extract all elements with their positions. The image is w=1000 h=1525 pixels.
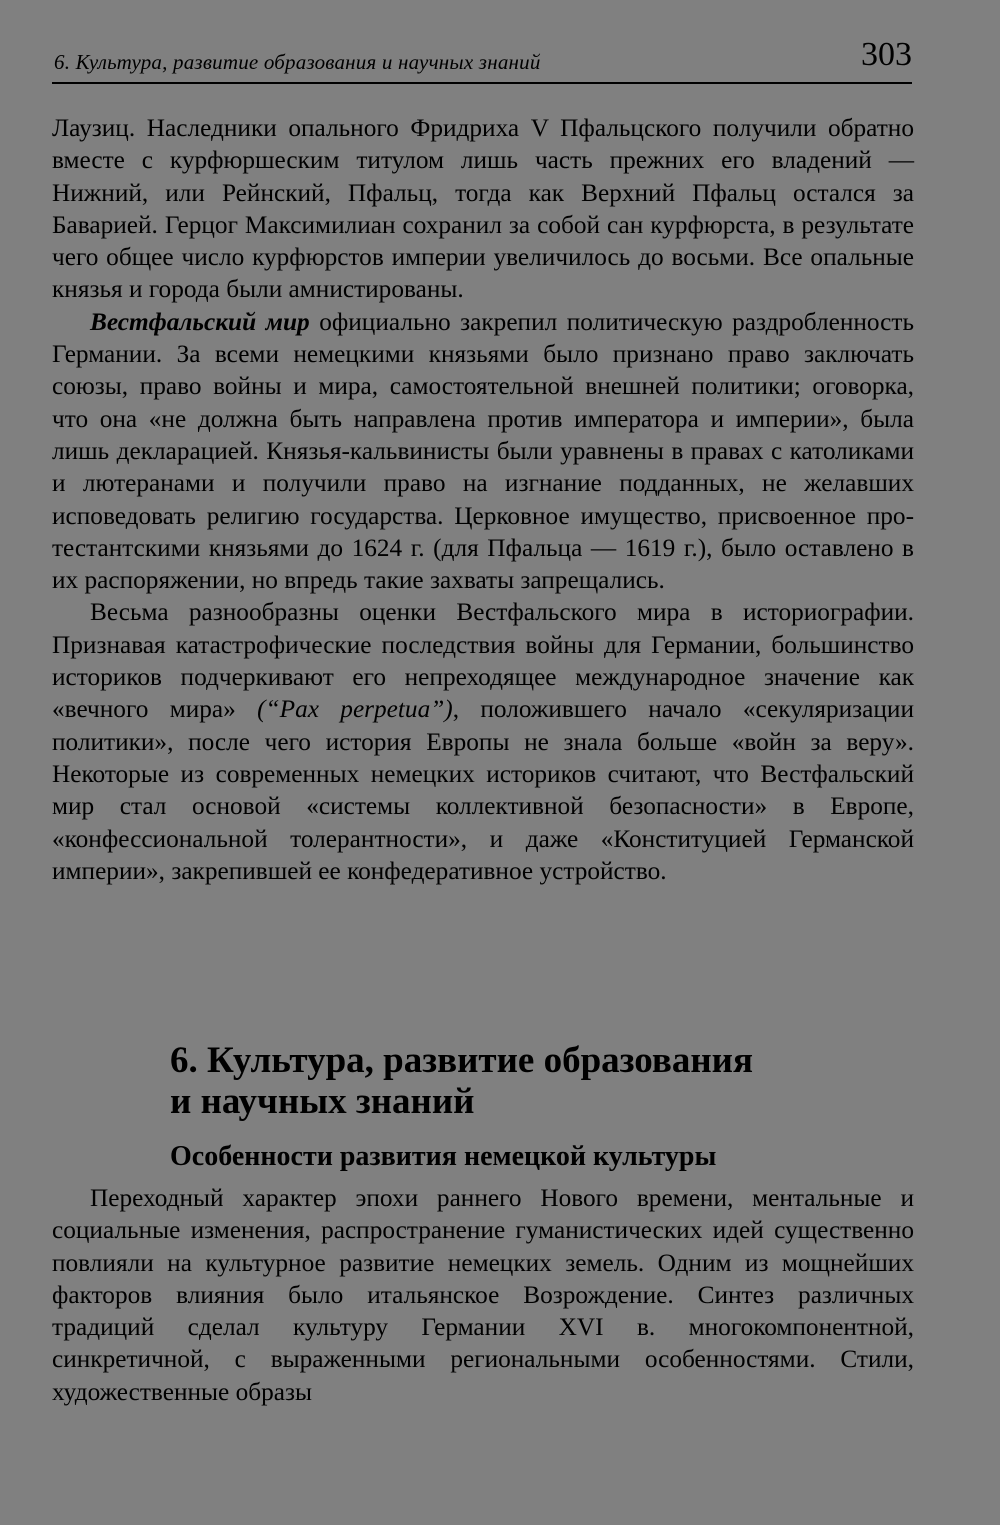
body-text-upper (52, 112, 914, 887)
running-title: 6. Культура, развитие образования и научных знаний (54, 50, 541, 74)
paragraph-1: Лаузиц. Наследники опального Фридриха V Пфальцского получили обратно вместе с курфюршеским титулом лишь часть прежних его владений — Нижний, или Рейнский, Пфальц, тогда как Верхний Пфальц остался за Баварией. Герцог Максимилиан сохранил за собой сан курфюрста, в результате чего общее число курфюрстов империи увеличилось до восьми. Все опальные князья и города были амнистированы. (52, 114, 914, 304)
paragraph-4: Переходный характер эпохи раннего Нового времени, ментальные и социальные изменения, распространение гуманистических идей существенно повлияли на культурное развитие немецких земель. Одним из мощнейших факторов влияния было итальянское Возрождение. Синтез различных традиций сделал культуру Германии XVI в. многокомпонентной, синкретичной, с выраженными региональными особенностями. Стили, художественные образы (52, 1184, 914, 1406)
subsection-title: Особенности развития немецкой культуры (170, 1141, 717, 1172)
paragraph-3-after: , положившего начало «секуляризации политики», после чего история Европы не знала больше «войн за веру». Некоторые из современных немецких историков считают, что Вестфальский мир стал основой «системы коллективной безопасности» в Европе, «конфессиональной толерантности», и даже «Конституцией Германской империи», закрепившей ее конфедеративное устройство. (52, 695, 915, 885)
paragraph-3-before: Весьма разнообразны оценки Вестфальского мира в историографии. Признавая катастрофические последствия войны для Германии, большинство историков подчеркивают его непреходящее международное значение как «вечного мира» (52, 598, 914, 724)
section-title-line-1: 6. Культура, развитие образования (170, 1040, 754, 1081)
paragraph-2 (52, 306, 914, 597)
paragraph-3 (52, 596, 914, 887)
lead-term: Вестфальский мир (90, 307, 310, 336)
page-number: 303 (861, 36, 912, 73)
running-header (52, 34, 912, 84)
body-text-lower (52, 1182, 914, 1408)
latin-term: (“Pax perpetua”) (257, 695, 453, 724)
section-title (170, 1040, 912, 1122)
paragraph-2-text: официально закрепил политическую раздробленность Германии. За всеми немецкими князьями было признано право заключать союзы, право войны и мира, самостоятельной внешней политики; оговорка, что она «не должна быть направлена против императора и империи», была лишь декларацией. Князья-кальвинисты были уравнены в правах с католиками и лютеранами и получили право на изгнание подданных, не желавших исповедовать религию государства. Церковное имущество, присвоенное протестантскими князьями до 1624 г. (для Пфальца — 1619 г.), было оставлено в их распоряжении, но впредь такие захваты запрещались. (52, 307, 915, 595)
section-title-line-2: и научных знаний (170, 1081, 475, 1122)
